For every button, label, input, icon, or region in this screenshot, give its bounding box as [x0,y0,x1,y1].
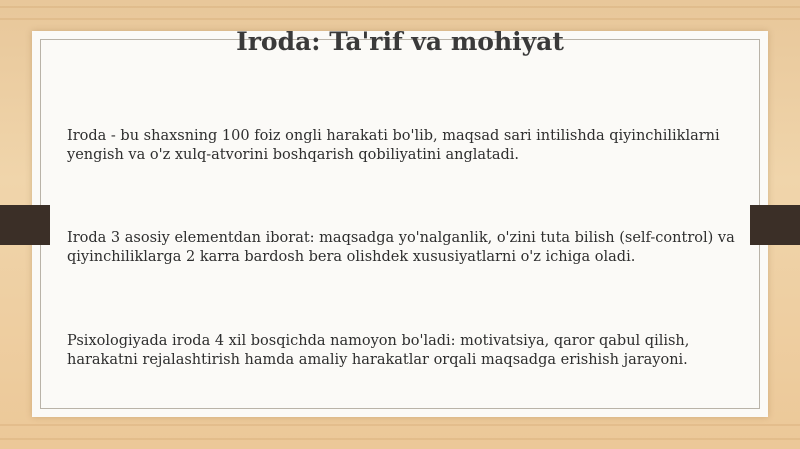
left-decor-tab [0,205,50,245]
paragraph-elements: Iroda 3 asosiy elementdan iborat: maqsadga yo'nalganlik, o'zini tuta bilish (self-control) va qiyinchiliklarga 2 karra bardosh bera olishdek xususiyatlarni o'z ichiga oladi. [67,230,735,265]
wood-grain [0,6,800,8]
wood-grain [0,424,800,426]
slide-title: Iroda: Ta'rif va mohiyat [236,27,564,56]
paragraph-definition: Iroda - bu shaxsning 100 foiz ongli harakati bo'lib, maqsad sari intilishda qiyinchiliklarni yengish va o'z xulq-atvorini boshqarish qobiliyatini anglatadi. [67,128,720,163]
paragraph-stages: Psixologiyada iroda 4 xil bosqichda namoyon bo'ladi: motivatsiya, qaror qabul qilish, harakatni rejalashtirish hamda amaliy harakatlar orqali maqsadga erishish jarayoni. [67,333,690,368]
right-decor-tab [750,205,800,245]
wood-grain [0,18,800,20]
wood-grain [0,438,800,440]
